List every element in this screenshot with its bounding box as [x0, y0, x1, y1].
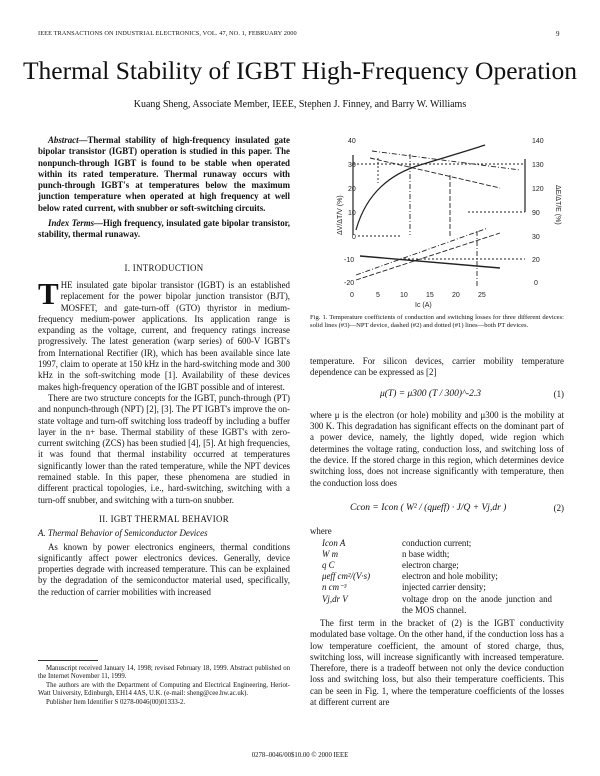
page-number: 9 [556, 30, 560, 38]
index-terms: Index Terms—High frequency, insulated gate bipolar transistor, stability, thermal runaway. [38, 218, 290, 240]
subsection-heading: A. Thermal Behavior of Semiconductor Devices [38, 528, 208, 539]
body-paragraph: As known by power electronics engineers, thermal conditions significantly affect power electronics devices. Generally, device properties degrade with increased temperature. This can be explained by the degradation of the semiconductor material used, specifically, the reduction of carrier mobilities with increased [38, 541, 290, 597]
abstract: Abstract—Thermal stability of high-frequency insulated gate bipolar transistor (IGBT) operation is studied in this paper. The nonpunch-through IGBT is found to be stable when operated within its rated temperature. Thermal runaway occurs with punch-through IGBT's at temperatures below the maximum junction temperature when operated at high frequency at well below rated current, with snubber or soft-switching circuits. [38, 135, 290, 213]
intro-paragraph: There are two structure concepts for the IGBT, punch-through (PT) and nonpunch-through (NPT) [2], [3]. The PT IGBT's improve the on-state voltage and turn-off switching loss tradeoff by including a buffer layer in the n+ base. Thermal stability of these IGBT's with zero-current switching (ZCS) has been studied [4], [5]. At high frequencies, it was found that thermal instability occurred at temperatures significantly lower than the rated temperature, while the NPT devices remained stable. In this paper, these phenomena are studied in different practical topologies, i.e., hard-switching, switching with a turn-off snubber, and switching with a turn-on snubber. [38, 392, 290, 505]
left-tick: 20 [348, 186, 356, 193]
right-tick: 120 [532, 186, 544, 193]
intro-paragraph: THE insulated gate bipolar transistor (IGBT) is an established replacement for the power bipolar junction transistor (BJT), MOSFET, and gate-turn-off (GTO) thyristor in medium-frequency medium-power applications. Its application range is expanding as the voltage, current, and frequency ratings increase progressively. The latest generation (warp series) of 600-V IGBT's from International Rectifier (IR), which has been available since late 1997, claim to operate at 150 kHz in the hard-switching mode and 300 kHz in the soft-switching mode [1]. Availability of these devices makes high-frequency operation of the IGBT possible and of interest. [38, 275, 290, 392]
left-tick: 10 [348, 210, 356, 217]
body-paragraph: temperature. For silicon devices, carrier mobility temperature dependence can be expressed as [2] [310, 356, 564, 378]
x-axis-label: Ic (A) [415, 302, 432, 309]
right-tick: 140 [532, 138, 544, 145]
body-paragraph: The first term in the bracket of (2) is the IGBT conductivity modulated base voltage. On the other hand, if the conduction loss has a low temperature coefficient, the amount of stored charge, thus, switching loss, will increase significantly with increased temperature. Therefore, there is a tradeoff between not only the device conduction loss and switching loss, but also their temperature coefficients. This can be seen in Fig. 1, where the temperature coefficients of the losses at different current are [310, 617, 564, 708]
right-tick: 20 [532, 257, 540, 264]
x-axis-ticks [350, 292, 486, 299]
symbol-definitions: Icon A conduction current; W m n base width; q C electron charge; μeff cm²/(V·s) electron and hole mobility; n cm⁻³ injected carrier density; Vj,dr V voltage drop on the anode junction and the MOS channel. [322, 537, 552, 615]
x-tick: 10 [400, 292, 408, 299]
left-tick: -20 [344, 280, 355, 287]
running-header: IEEE TRANSACTIONS ON INDUSTRIAL ELECTRONICS, VOL. 47, NO. 1, FEBRUARY 2000 [38, 30, 297, 37]
section-heading: II. IGBT THERMAL BEHAVIOR [99, 513, 229, 524]
left-tick: -10 [344, 257, 355, 264]
figure-1-plot [320, 125, 570, 310]
right-tick: 90 [532, 210, 540, 217]
left-column [38, 135, 290, 598]
left-tick: 40 [348, 138, 356, 145]
y-axis-label-left: ΔV/ΔT/V (%) [337, 195, 344, 235]
page-footer: 0278–0046/00$10.00 © 2000 IEEE [251, 752, 349, 759]
equation-1: μ(T) = μ300 (T / 300)^-2.3 (1) [380, 388, 564, 399]
authors: Kuang Sheng, Associate Member, IEEE, Stephen J. Finney, and Barry W. Williams [133, 99, 467, 110]
plot-curves [353, 145, 525, 287]
paper-title: Thermal Stability of IGBT High-Frequency Operation [22, 56, 578, 85]
right-column [310, 356, 564, 708]
body-paragraph: where μ is the electron (or hole) mobility and μ300 is the mobility at 300 K. This degradation has significant effects on the dominant part of a power device, namely, the lightly doped, wide region which determines the voltage rating, conduction loss, and switching loss of the device. If the stored charge in this region, which determines device switching loss, does not increase significantly with temperature, then the conduction loss does [310, 409, 564, 488]
x-tick: 5 [376, 292, 380, 299]
right-tick: 130 [532, 162, 544, 169]
x-tick: 20 [452, 292, 460, 299]
left-tick: 0 [352, 234, 356, 241]
section-heading: I. INTRODUCTION [124, 262, 204, 273]
figure-caption: Fig. 1. Temperature coefficients of conduction and switching losses for three different devices: solid lines (#3)—NPT device, dashed (#2) and dotted (#1) lines—both PT devices. [310, 314, 564, 330]
y-axis-label-right: ΔE/ΔT/E (%) [554, 185, 561, 225]
right-tick: 30 [532, 234, 540, 241]
footnote-rule [38, 660, 98, 661]
where-label: where [310, 526, 332, 537]
equation-2: Ccon = Icon ( W² / (qμeff) · J/Q + Vj,dr ) (2) [350, 502, 564, 513]
footnotes: Manuscript received January 14, 1998; revised February 18, 1999. Abstract published on the Internet November 11, 1999. The authors are with the Department of Computing and Electrical Engineering, Heriot-Watt University, Edinburgh, EH14 4AS, U.K. (e-mail: sheng@cee.hw.ac.uk). Publisher Item Identifier S 0278-0046(00)01333-2. [38, 665, 290, 706]
x-tick: 0 [350, 292, 354, 299]
x-tick: 25 [478, 292, 486, 299]
x-tick: 15 [426, 292, 434, 299]
left-axis-ticks [344, 138, 356, 287]
right-tick: 0 [534, 280, 538, 287]
right-axis-ticks [532, 138, 544, 287]
left-tick: 30 [348, 162, 356, 169]
